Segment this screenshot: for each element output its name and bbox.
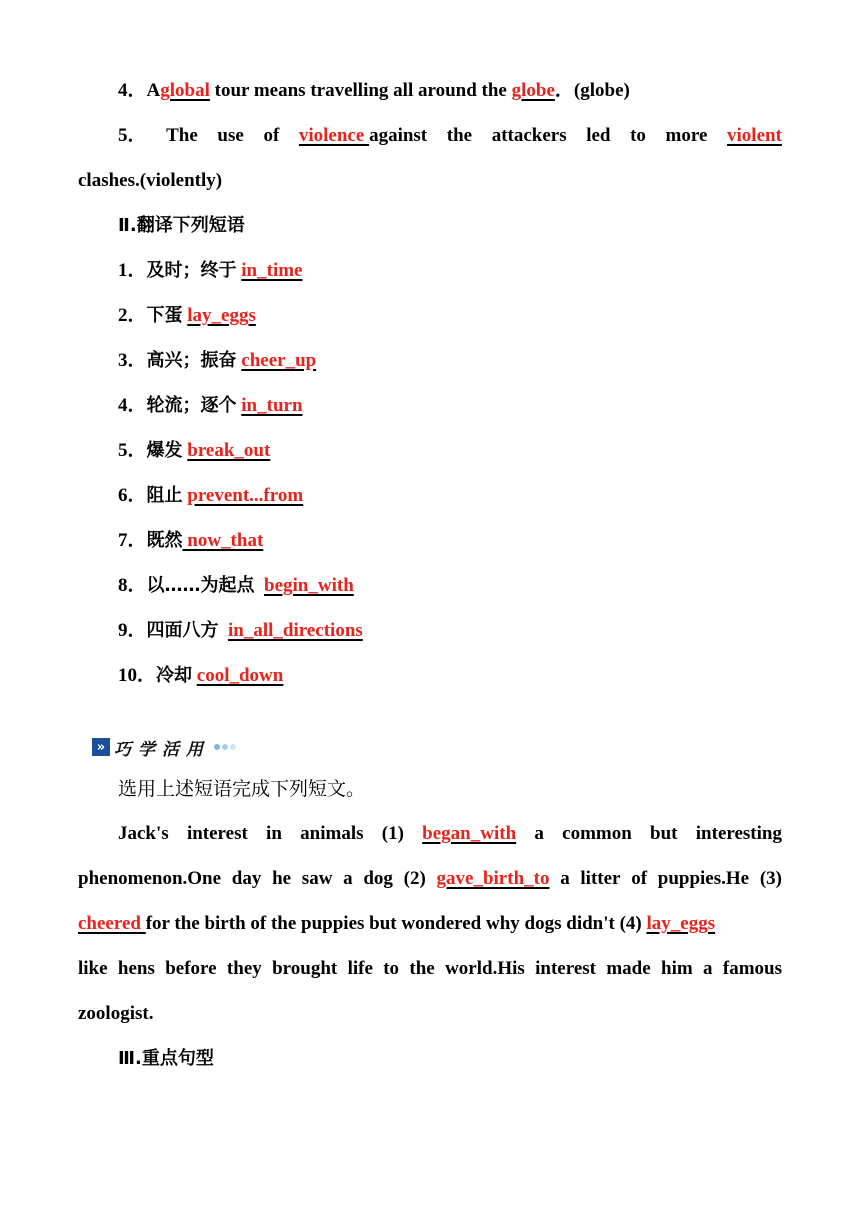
word: Jack's (118, 823, 169, 844)
answer-blank: began_with (422, 823, 517, 844)
word: famous (722, 958, 782, 979)
word: a (534, 823, 544, 844)
item-number: 10． (118, 665, 157, 686)
word: more (665, 125, 708, 146)
chinese-phrase: 四面八方 (146, 620, 219, 641)
chinese-phrase: 轮流；逐个 (146, 395, 237, 416)
word: animals (300, 823, 364, 844)
exercise-item-4 (118, 79, 782, 103)
word: to (630, 125, 646, 146)
item-number: 5． (118, 125, 147, 146)
item-number: 7． (118, 530, 147, 551)
word: a (343, 868, 353, 889)
word: dog (363, 868, 393, 889)
text: for the birth of the puppies but wondered why dogs didn't (4) (145, 913, 642, 934)
word: hens (117, 958, 155, 979)
answer-blank: break_out (187, 440, 271, 461)
answer-blank: cheer_up (241, 350, 317, 371)
word: him (661, 958, 693, 979)
practice-instruction: 选用上述短语完成下列短文。 (118, 778, 366, 800)
answer-blank: violent (727, 125, 782, 146)
word: The (166, 125, 198, 146)
word: against (369, 125, 428, 146)
word: made (606, 958, 651, 979)
blank-number: (2) (403, 868, 426, 889)
answer-blank: global (160, 80, 210, 101)
chinese-phrase: 及时；终于 (146, 260, 237, 281)
answer-blank: in_time (241, 260, 303, 281)
double-chevron-icon: » (92, 738, 110, 756)
word: before (165, 958, 217, 979)
word: attackers (491, 125, 567, 146)
item-number: 4． (118, 395, 147, 416)
word: day (231, 868, 262, 889)
word: like (78, 958, 108, 979)
phrase-item (118, 529, 782, 553)
answer-blank: violence (298, 125, 370, 146)
chinese-phrase: 冷却 (156, 665, 193, 686)
passage-line-2 (78, 867, 782, 891)
answer-blank: lay_eggs (187, 305, 256, 326)
item-number: 2． (118, 305, 147, 326)
word: phenomenon.One (78, 868, 222, 889)
section-heading: Ⅲ.重点句型 (118, 1048, 214, 1069)
passage-line-5: zoologist. (78, 1003, 154, 1024)
answer-blank: begin_with (264, 575, 354, 596)
word: to (383, 958, 400, 979)
word: in (266, 823, 282, 844)
text: ．(globe) (554, 80, 630, 101)
phrase-item (118, 259, 782, 283)
exercise-item-5-continued: clashes.(violently) (78, 170, 223, 191)
chinese-phrase: 下蛋 (146, 305, 183, 326)
answer-blank: now_that (182, 530, 264, 551)
item-number: 1． (118, 260, 147, 281)
passage-line-1 (118, 822, 782, 846)
word: a (560, 868, 570, 889)
word: puppies.He (657, 868, 750, 889)
word: interesting (695, 823, 782, 844)
word: he (272, 868, 292, 889)
answer-blank: lay_eggs (646, 913, 716, 934)
passage-line-3 (78, 912, 782, 936)
answer-blank: cheered (78, 913, 146, 934)
item-number: 3． (118, 350, 147, 371)
phrase-item (118, 349, 782, 373)
item-number: 8． (118, 575, 147, 596)
answer-blank: gave_birth_to (436, 868, 550, 889)
answer-blank: in_turn (241, 395, 303, 416)
phrase-item (118, 664, 782, 688)
item-number: 4． (118, 80, 147, 101)
passage-line-4 (78, 957, 782, 981)
chinese-phrase: 高兴；振奋 (146, 350, 237, 371)
dots-icon (214, 744, 236, 750)
phrase-item (118, 484, 782, 508)
word: they (226, 958, 262, 979)
answer-blank: globe (511, 80, 555, 101)
word: saw (301, 868, 333, 889)
exercise-item-5 (118, 124, 782, 148)
word: the (409, 958, 435, 979)
phrase-item (118, 574, 782, 598)
word: of (631, 868, 648, 889)
answer-blank: prevent...from (187, 485, 304, 506)
chinese-phrase: 爆发 (146, 440, 183, 461)
word: but (650, 823, 678, 844)
phrase-item (118, 394, 782, 418)
section-logo (92, 736, 236, 758)
word: the (446, 125, 473, 146)
blank-number: (1) (381, 823, 404, 844)
phrase-item (118, 304, 782, 328)
answer-blank: cool_down (196, 665, 284, 686)
word: common (562, 823, 632, 844)
chinese-phrase: 阻止 (146, 485, 183, 506)
answer-blank: in_all_directions (228, 620, 363, 641)
blank-number: (3) (759, 868, 782, 889)
chinese-phrase: 既然 (146, 530, 183, 551)
word: a (703, 958, 713, 979)
item-number: 5． (118, 440, 147, 461)
word: life (347, 958, 373, 979)
word: led (586, 125, 611, 146)
word: use (217, 125, 244, 146)
phrase-item (118, 619, 782, 643)
section-heading: Ⅱ.翻译下列短语 (118, 215, 245, 236)
item-number: 6． (118, 485, 147, 506)
chinese-phrase: 以……为起点 (146, 575, 255, 596)
word: of (263, 125, 280, 146)
logo-text: 巧学活用 (114, 739, 210, 760)
word: litter (580, 868, 621, 889)
word: world.His (445, 958, 525, 979)
word: interest (186, 823, 248, 844)
phrase-item (118, 439, 782, 463)
text: A (146, 80, 161, 101)
item-number: 9． (118, 620, 147, 641)
text: tour means travelling all around the (214, 80, 507, 101)
word: interest (535, 958, 596, 979)
word: brought (272, 958, 338, 979)
